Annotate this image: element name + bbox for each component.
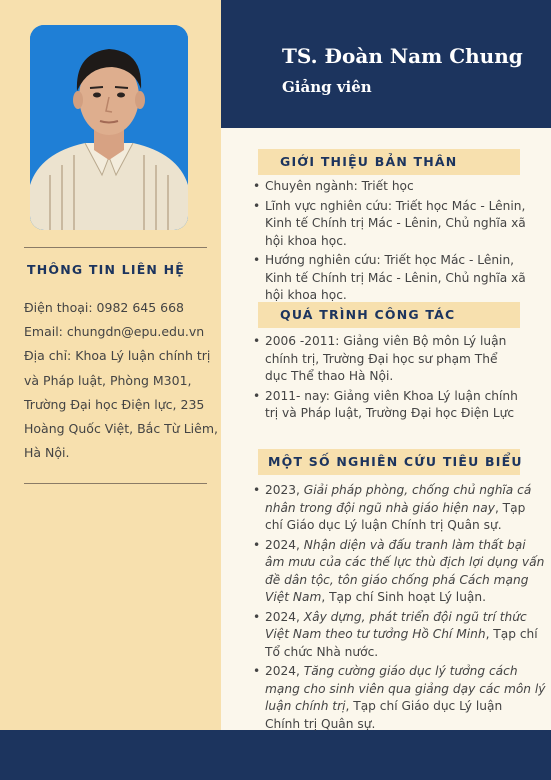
pub-journal: , Tạp chí Giáo dục Lý luận xyxy=(345,699,503,713)
career-list xyxy=(252,333,542,425)
contact-info xyxy=(24,296,218,465)
divider-bottom xyxy=(24,483,207,484)
pub-title: mạng cho sinh viên qua giảng dạy các môn lý xyxy=(265,681,546,696)
portrait-illustration xyxy=(30,25,188,230)
contact-heading: THÔNG TIN LIÊN HỆ xyxy=(27,262,186,277)
intro-list xyxy=(252,178,542,307)
pub-title: Tăng cường giáo dục lý tưởng cách xyxy=(303,664,518,678)
pub-journal: chí Giáo dục Lý luận Chính trị Quân sự. xyxy=(265,518,502,532)
list-item xyxy=(252,333,542,386)
list-item-text: • Hướng nghiên cứu: Triết học Mác - Lênin, xyxy=(265,253,515,267)
contact-email: Email: chungdn@epu.edu.vn xyxy=(24,324,205,340)
list-item-text xyxy=(265,482,542,500)
list-item-text: Kinh tế Chính trị Mác - Lênin, Chủ nghĩa xã xyxy=(265,216,526,230)
list-item-text: • 2011- nay: Giảng viên Khoa Lý luận chính xyxy=(265,388,518,403)
contact-address-line: và Pháp luật, Phòng M301, xyxy=(24,372,192,388)
profile-name: TS. Đoàn Nam Chung xyxy=(282,44,523,68)
list-item-text xyxy=(265,663,542,681)
list-item-text: • 2006 -2011: Giảng viên Bộ môn Lý luận xyxy=(265,334,507,348)
list-item-text xyxy=(265,537,542,555)
list-item xyxy=(252,663,546,733)
pub-journal: , Tạp xyxy=(494,500,526,515)
contact-address-line: Hoàng Quốc Việt, Bắc Từ Liêm, xyxy=(24,421,218,437)
list-item xyxy=(252,252,542,305)
list-item-text xyxy=(265,589,542,607)
pub-year: 2024, xyxy=(265,537,304,552)
list-item xyxy=(252,537,545,607)
pub-title: Việt Nam xyxy=(265,590,322,604)
pub-title: nhân trong đội ngũ nhà giáo hiện nay xyxy=(265,500,495,515)
list-item xyxy=(252,482,542,535)
profile-role: Giảng viên xyxy=(282,78,372,96)
pub-year: 2023, xyxy=(265,483,304,497)
list-item-text: chính trị, Trường Đại học sư phạm Thể xyxy=(265,351,498,366)
pub-title: Giải pháp phòng, chống chủ nghĩa cá xyxy=(303,483,532,497)
list-item-text: trị và Pháp luật, Trường Đại học Điện Lực xyxy=(265,406,515,420)
pub-title: Việt Nam theo tư tưởng Hồ Chí Minh xyxy=(265,627,486,641)
pub-year: 2024, xyxy=(265,609,304,624)
research-heading: MỘT SỐ NGHIÊN CỨU TIÊU BIỂU xyxy=(258,449,520,475)
list-item xyxy=(252,178,542,196)
pub-year: 2024, xyxy=(265,664,304,678)
divider-top xyxy=(24,247,207,248)
contact-address-line: Địa chỉ: Khoa Lý luận chính trị xyxy=(24,348,211,364)
list-item xyxy=(252,198,542,251)
career-heading: QUÁ TRÌNH CÔNG TÁC xyxy=(258,302,520,328)
contact-address-line: Trường Đại học Điện lực, 235 xyxy=(24,396,205,412)
contact-phone: Điện thoại: 0982 645 668 xyxy=(24,300,185,315)
pub-title: đề dân tộc, tôn giáo chống phá Cách mạng xyxy=(265,572,529,587)
list-item-text xyxy=(265,698,542,716)
list-item xyxy=(252,609,542,662)
pub-title: Xây dựng, phát triển đội ngũ trí thức xyxy=(303,609,527,624)
list-item-text: • Lĩnh vực nghiên cứu: Triết học Mác - Lênin, xyxy=(265,198,526,213)
list-item-text xyxy=(265,609,542,627)
list-item-text xyxy=(265,500,542,518)
pub-title: Nhận diện và đấu tranh làm thất bại xyxy=(303,537,526,552)
pub-journal: , Tạp chí Sinh hoạt Lý luận. xyxy=(321,590,486,604)
list-item-text: dục Thể thao Hà Nội. xyxy=(265,369,394,383)
pub-journal: Tổ chức Nhà nước. xyxy=(265,644,379,659)
profile-photo xyxy=(30,25,188,230)
pub-journal: Chính trị Quân sự. xyxy=(265,716,376,731)
research-list xyxy=(252,482,546,735)
intro-heading: GIỚI THIỆU BẢN THÂN xyxy=(258,149,520,175)
list-item-text: Kinh tế Chính trị Mác - Lênin, Chủ nghĩa xã xyxy=(265,270,526,285)
pub-journal: , Tạp chí xyxy=(485,627,538,641)
list-item-text: • Chuyên ngành: Triết học xyxy=(265,179,414,193)
list-item-text xyxy=(265,626,542,644)
pub-title: âm mưu của các thế lực thù địch lợi dụng vấn xyxy=(265,555,545,569)
footer-band xyxy=(0,730,551,780)
list-item xyxy=(252,388,542,423)
pub-title: luận chính trị xyxy=(265,699,346,713)
list-item-text: hội khoa học. xyxy=(265,288,347,302)
list-item-text: hội khoa học. xyxy=(265,233,347,248)
contact-address-line: Hà Nội. xyxy=(24,445,70,461)
